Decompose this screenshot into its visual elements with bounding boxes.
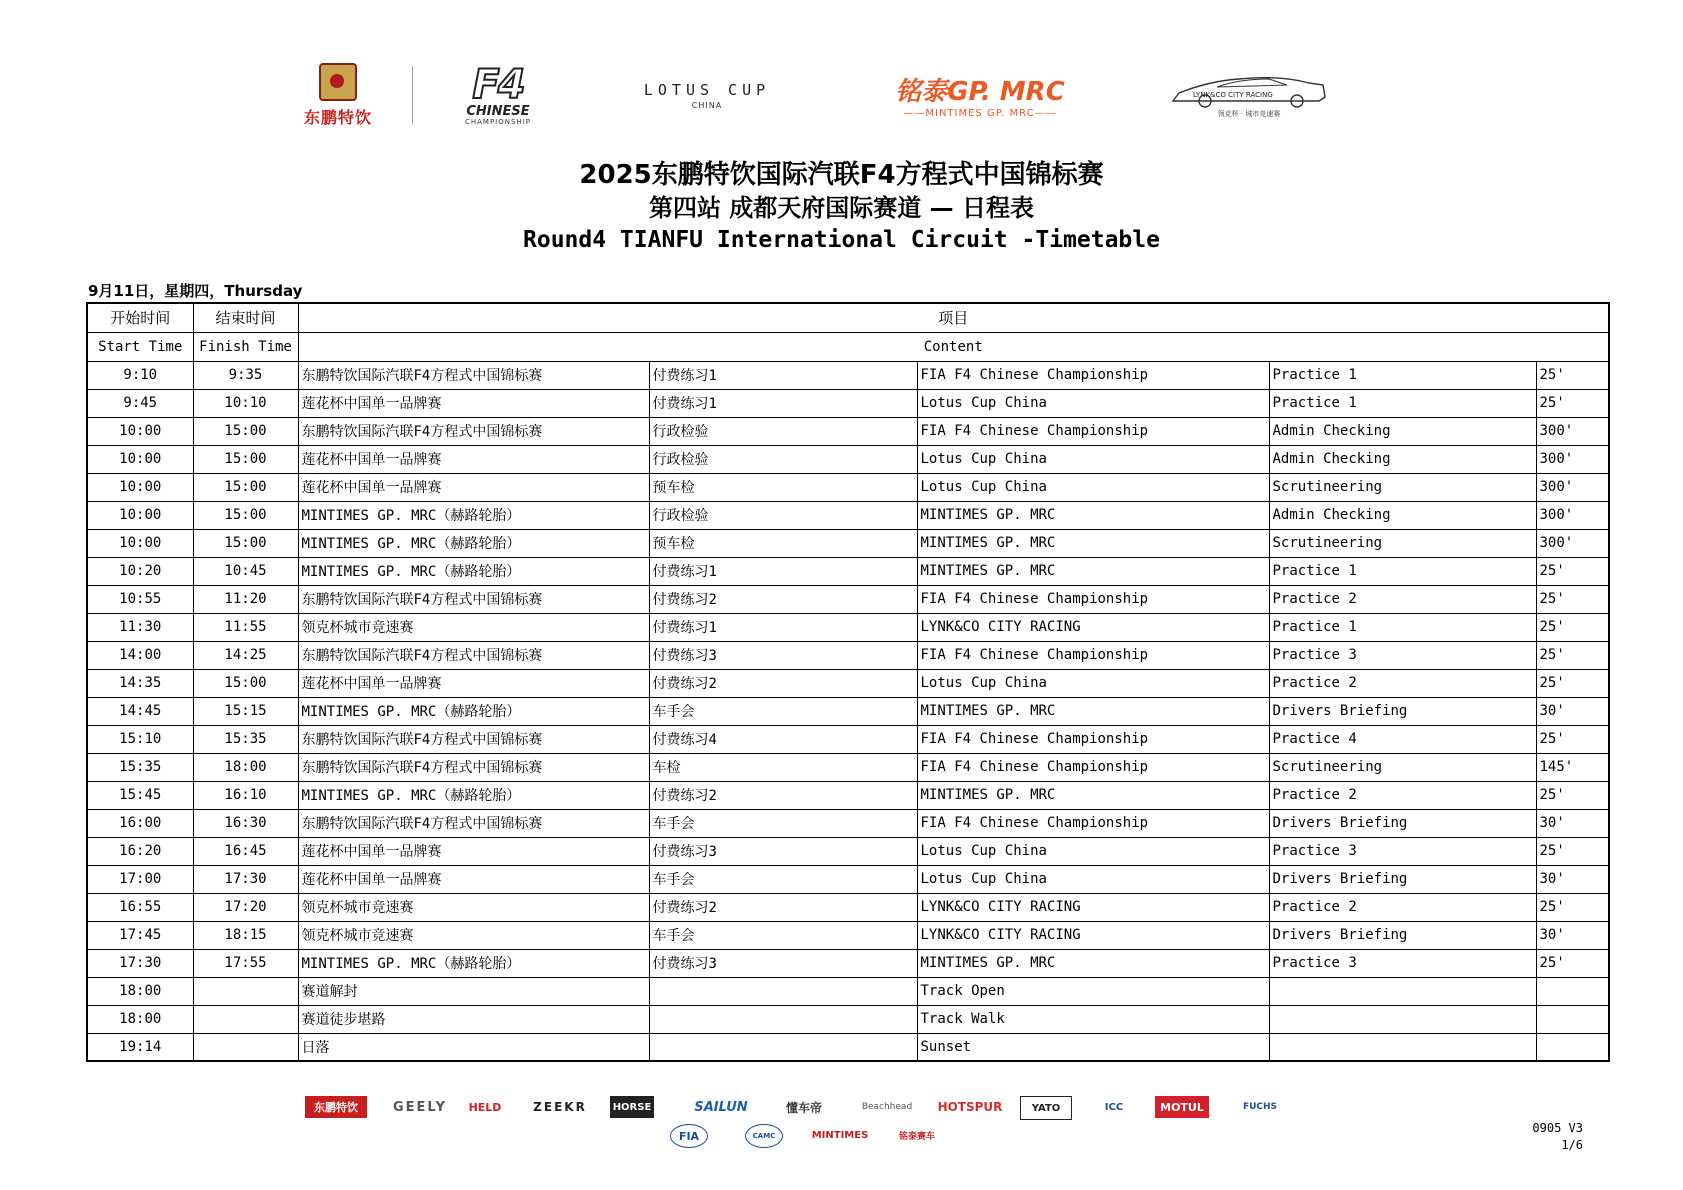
duration-cell: 25': [1536, 669, 1609, 697]
table-row: [87, 361, 1609, 389]
session-cn-cell: 付费练习2: [649, 585, 917, 613]
start-time-cell: 17:30: [87, 949, 193, 977]
start-time-cell: 14:45: [87, 697, 193, 725]
event-name-en-cell: MINTIMES GP. MRC: [917, 949, 1269, 977]
session-en-cell: [1269, 1033, 1536, 1061]
session-en-cell: Practice 2: [1269, 893, 1536, 921]
version-label: 0905 V3: [1532, 1121, 1583, 1135]
sponsor-logo: GEELY: [392, 1099, 448, 1115]
header-row-cn: [87, 303, 1609, 332]
event-name-cn-cell: 东鹏特饮国际汽联F4方程式中国锦标赛: [298, 361, 649, 389]
sponsor-logos-row-2: [0, 1124, 1683, 1148]
finish-time-cell: 15:00: [193, 669, 298, 697]
start-time-cell: 14:35: [87, 669, 193, 697]
session-cn-cell: 车手会: [649, 809, 917, 837]
mrc-sub: ——MINTIMES GP. MRC——: [903, 108, 1057, 119]
finish-time-cell: 10:10: [193, 389, 298, 417]
finish-time-cell: 15:00: [193, 501, 298, 529]
event-name-cn-cell: 赛道徒步堪路: [298, 1005, 649, 1033]
duration-cell: [1536, 977, 1609, 1005]
event-name-en-cell: FIA F4 Chinese Championship: [917, 753, 1269, 781]
f4-chinese-championship-logo: [438, 62, 558, 128]
header-logos: [0, 62, 1683, 128]
event-name-en-cell: LYNK&CO CITY RACING: [917, 613, 1269, 641]
event-name-en-cell: Lotus Cup China: [917, 669, 1269, 697]
sponsor-logo: MOTUL: [1155, 1096, 1209, 1118]
duration-cell: 25': [1536, 557, 1609, 585]
start-time-cell: 15:45: [87, 781, 193, 809]
duration-cell: 25': [1536, 641, 1609, 669]
finish-time-cell: 18:15: [193, 921, 298, 949]
session-en-cell: Scrutineering: [1269, 529, 1536, 557]
table-row: [87, 557, 1609, 585]
dongpeng-crest-icon: [319, 63, 357, 101]
table-row: [87, 473, 1609, 501]
session-cn-cell: 车手会: [649, 921, 917, 949]
session-en-cell: Practice 2: [1269, 781, 1536, 809]
event-name-cn-cell: 领克杯城市竞速赛: [298, 893, 649, 921]
finish-time-cell: 17:20: [193, 893, 298, 921]
start-time-cell: 10:00: [87, 501, 193, 529]
session-en-cell: Practice 1: [1269, 361, 1536, 389]
session-cn-cell: [649, 1005, 917, 1033]
sponsor-logo: FUCHS: [1242, 1102, 1278, 1112]
finish-time-cell: 15:00: [193, 529, 298, 557]
title-line-1: 2025东鹏特饮国际汽联F4方程式中国锦标赛: [579, 160, 1104, 190]
duration-cell: 25': [1536, 389, 1609, 417]
start-time-cell: 10:20: [87, 557, 193, 585]
session-cn-cell: 付费练习1: [649, 389, 917, 417]
event-name-cn-cell: 东鹏特饮国际汽联F4方程式中国锦标赛: [298, 417, 649, 445]
session-cn-cell: 付费练习2: [649, 781, 917, 809]
session-en-cell: Admin Checking: [1269, 417, 1536, 445]
event-name-en-cell: MINTIMES GP. MRC: [917, 697, 1269, 725]
start-time-cell: 10:00: [87, 417, 193, 445]
sponsor-logo: HELD: [468, 1100, 502, 1114]
finish-time-cell: 11:20: [193, 585, 298, 613]
finish-time-cell: [193, 977, 298, 1005]
header-row-en: [87, 332, 1609, 361]
duration-cell: 300': [1536, 529, 1609, 557]
session-cn-cell: 付费练习1: [649, 557, 917, 585]
header-start-cn: 开始时间: [87, 303, 193, 332]
session-cn-cell: 付费练习1: [649, 361, 917, 389]
start-time-cell: 11:30: [87, 613, 193, 641]
finish-time-cell: 15:00: [193, 417, 298, 445]
start-time-cell: 15:10: [87, 725, 193, 753]
sponsor-logo: ZEEKR: [533, 1100, 587, 1114]
sponsor-logo: 东鹏特饮: [305, 1096, 367, 1118]
finish-time-cell: 15:00: [193, 445, 298, 473]
f4-sub: CHINESE: [466, 103, 530, 119]
table-row: [87, 697, 1609, 725]
session-cn-cell: 付费练习2: [649, 669, 917, 697]
sponsor-logo: MINTIMES: [811, 1129, 869, 1141]
session-en-cell: Drivers Briefing: [1269, 921, 1536, 949]
finish-time-cell: [193, 1005, 298, 1033]
session-en-cell: Practice 3: [1269, 949, 1536, 977]
table-row: [87, 753, 1609, 781]
duration-cell: 300': [1536, 501, 1609, 529]
start-time-cell: 10:00: [87, 445, 193, 473]
title-line-3: Round4 TIANFU International Circuit -Timetable: [523, 227, 1160, 253]
sponsor-logo: ICC: [1104, 1101, 1124, 1113]
table-row: [87, 529, 1609, 557]
session-en-cell: Drivers Briefing: [1269, 809, 1536, 837]
event-name-en-cell: Lotus Cup China: [917, 389, 1269, 417]
finish-time-cell: 16:10: [193, 781, 298, 809]
event-name-cn-cell: MINTIMES GP. MRC（赫路轮胎）: [298, 781, 649, 809]
event-name-en-cell: Track Walk: [917, 1005, 1269, 1033]
session-en-cell: Admin Checking: [1269, 501, 1536, 529]
table-row: [87, 725, 1609, 753]
session-en-cell: Practice 1: [1269, 557, 1536, 585]
table-row: [87, 389, 1609, 417]
event-name-cn-cell: 日落: [298, 1033, 649, 1061]
start-time-cell: 9:10: [87, 361, 193, 389]
event-name-en-cell: Lotus Cup China: [917, 445, 1269, 473]
header-start-en: Start Time: [87, 332, 193, 361]
table-row: [87, 585, 1609, 613]
start-time-cell: 15:35: [87, 753, 193, 781]
event-name-cn-cell: 东鹏特饮国际汽联F4方程式中国锦标赛: [298, 641, 649, 669]
session-en-cell: Practice 1: [1269, 613, 1536, 641]
table-row: [87, 1033, 1609, 1061]
session-cn-cell: 付费练习4: [649, 725, 917, 753]
start-time-cell: 10:00: [87, 529, 193, 557]
session-en-cell: [1269, 1005, 1536, 1033]
duration-cell: 25': [1536, 613, 1609, 641]
finish-time-cell: 16:45: [193, 837, 298, 865]
sponsor-logo: 铭泰赛车: [898, 1131, 935, 1142]
session-cn-cell: 预车检: [649, 473, 917, 501]
event-name-cn-cell: 东鹏特饮国际汽联F4方程式中国锦标赛: [298, 753, 649, 781]
title-line-2: 第四站 成都天府国际赛道 — 日程表: [648, 194, 1035, 222]
dongpeng-logo: [298, 62, 378, 128]
sponsor-logo: FIA: [670, 1124, 708, 1148]
session-cn-cell: 行政检验: [649, 417, 917, 445]
event-name-en-cell: FIA F4 Chinese Championship: [917, 585, 1269, 613]
duration-cell: 300': [1536, 473, 1609, 501]
finish-time-cell: 17:30: [193, 865, 298, 893]
sponsor-logo: YATO: [1020, 1096, 1072, 1120]
f4-sub2: CHAMPIONSHIP: [464, 117, 531, 126]
finish-time-cell: 15:00: [193, 473, 298, 501]
duration-cell: 25': [1536, 781, 1609, 809]
table-row: [87, 949, 1609, 977]
timetable: [86, 302, 1610, 1062]
event-name-cn-cell: 东鹏特饮国际汽联F4方程式中国锦标赛: [298, 585, 649, 613]
event-name-en-cell: LYNK&CO CITY RACING: [917, 921, 1269, 949]
duration-cell: 25': [1536, 361, 1609, 389]
table-row: [87, 1005, 1609, 1033]
session-cn-cell: 预车检: [649, 529, 917, 557]
session-en-cell: Admin Checking: [1269, 445, 1536, 473]
table-row: [87, 501, 1609, 529]
table-row: [87, 837, 1609, 865]
duration-cell: 25': [1536, 585, 1609, 613]
start-time-cell: 17:00: [87, 865, 193, 893]
session-en-cell: Drivers Briefing: [1269, 865, 1536, 893]
sponsor-logos-row-1: [0, 1096, 1683, 1120]
header-content-cn: 项目: [298, 303, 1609, 332]
event-name-en-cell: FIA F4 Chinese Championship: [917, 809, 1269, 837]
session-cn-cell: 车检: [649, 753, 917, 781]
event-name-en-cell: MINTIMES GP. MRC: [917, 529, 1269, 557]
sponsor-logo: Beachhead: [861, 1102, 913, 1112]
lynk-mark: LYNK&CO CITY RACING: [1193, 91, 1273, 99]
event-name-cn-cell: 莲花杯中国单一品牌赛: [298, 837, 649, 865]
session-en-cell: Practice 3: [1269, 837, 1536, 865]
page-number: 1/6: [1561, 1138, 1583, 1152]
duration-cell: 30': [1536, 865, 1609, 893]
header-finish-cn: 结束时间: [193, 303, 298, 332]
duration-cell: 25': [1536, 893, 1609, 921]
header-finish-en: Finish Time: [193, 332, 298, 361]
session-en-cell: [1269, 977, 1536, 1005]
event-name-cn-cell: 东鹏特饮国际汽联F4方程式中国锦标赛: [298, 725, 649, 753]
start-time-cell: 18:00: [87, 1005, 193, 1033]
lotus-sub: CHINA: [691, 100, 723, 110]
start-time-cell: 19:14: [87, 1033, 193, 1061]
title-block: [0, 158, 1683, 256]
duration-cell: 30': [1536, 809, 1609, 837]
session-cn-cell: 车手会: [649, 697, 917, 725]
event-name-cn-cell: 莲花杯中国单一品牌赛: [298, 445, 649, 473]
event-name-en-cell: Track Open: [917, 977, 1269, 1005]
session-cn-cell: 付费练习3: [649, 641, 917, 669]
event-name-en-cell: Lotus Cup China: [917, 865, 1269, 893]
race-car-icon: [1169, 71, 1329, 111]
schedule-date: 9月11日，星期四，Thursday: [88, 282, 303, 300]
start-time-cell: 16:20: [87, 837, 193, 865]
finish-time-cell: 14:25: [193, 641, 298, 669]
event-name-cn-cell: MINTIMES GP. MRC（赫路轮胎）: [298, 501, 649, 529]
lynk-co-city-racing-logo: [1160, 62, 1338, 128]
table-row: [87, 613, 1609, 641]
event-name-en-cell: FIA F4 Chinese Championship: [917, 417, 1269, 445]
lotus-cup-logo: [612, 62, 802, 128]
event-name-cn-cell: 东鹏特饮国际汽联F4方程式中国锦标赛: [298, 809, 649, 837]
session-en-cell: Scrutineering: [1269, 753, 1536, 781]
event-name-en-cell: FIA F4 Chinese Championship: [917, 725, 1269, 753]
event-name-en-cell: FIA F4 Chinese Championship: [917, 641, 1269, 669]
start-time-cell: 16:55: [87, 893, 193, 921]
duration-cell: [1536, 1033, 1609, 1061]
session-en-cell: Practice 3: [1269, 641, 1536, 669]
duration-cell: 300': [1536, 417, 1609, 445]
session-cn-cell: 付费练习2: [649, 893, 917, 921]
header-content-en: Content: [298, 332, 1609, 361]
finish-time-cell: 10:45: [193, 557, 298, 585]
duration-cell: 25': [1536, 949, 1609, 977]
event-name-cn-cell: MINTIMES GP. MRC（赫路轮胎）: [298, 529, 649, 557]
event-name-cn-cell: 莲花杯中国单一品牌赛: [298, 865, 649, 893]
session-cn-cell: 付费练习1: [649, 613, 917, 641]
table-row: [87, 669, 1609, 697]
mrc-mark: 铭泰GP. MRC: [895, 77, 1065, 107]
mintimes-mrc-logo: [880, 62, 1080, 128]
event-name-en-cell: MINTIMES GP. MRC: [917, 557, 1269, 585]
session-cn-cell: [649, 1033, 917, 1061]
sponsor-logo: 懂车帝: [785, 1100, 822, 1115]
event-name-cn-cell: MINTIMES GP. MRC（赫路轮胎）: [298, 697, 649, 725]
logo-divider: [412, 66, 413, 124]
table-row: [87, 445, 1609, 473]
f4-mark: F4: [472, 61, 524, 108]
start-time-cell: 9:45: [87, 389, 193, 417]
session-cn-cell: [649, 977, 917, 1005]
finish-time-cell: 11:55: [193, 613, 298, 641]
start-time-cell: 10:00: [87, 473, 193, 501]
event-name-en-cell: FIA F4 Chinese Championship: [917, 361, 1269, 389]
sponsor-logo: HORSE: [610, 1096, 654, 1118]
table-row: [87, 641, 1609, 669]
footer: [1532, 1120, 1583, 1154]
session-en-cell: Drivers Briefing: [1269, 697, 1536, 725]
sponsor-logo: HOTSPUR: [937, 1100, 1003, 1114]
duration-cell: [1536, 1005, 1609, 1033]
start-time-cell: 16:00: [87, 809, 193, 837]
start-time-cell: 14:00: [87, 641, 193, 669]
table-row: [87, 921, 1609, 949]
duration-cell: 300': [1536, 445, 1609, 473]
lotus-mark: LOTUS CUP: [643, 80, 771, 99]
finish-time-cell: [193, 1033, 298, 1061]
table-row: [87, 417, 1609, 445]
dongpeng-name: 东鹏特饮: [303, 107, 372, 127]
session-cn-cell: 行政检验: [649, 445, 917, 473]
event-name-en-cell: Lotus Cup China: [917, 837, 1269, 865]
finish-time-cell: 18:00: [193, 753, 298, 781]
finish-time-cell: 15:35: [193, 725, 298, 753]
session-en-cell: Practice 1: [1269, 389, 1536, 417]
session-cn-cell: 付费练习3: [649, 837, 917, 865]
session-cn-cell: 付费练习3: [649, 949, 917, 977]
session-cn-cell: 车手会: [649, 865, 917, 893]
event-name-cn-cell: 莲花杯中国单一品牌赛: [298, 389, 649, 417]
table-row: [87, 893, 1609, 921]
duration-cell: 30': [1536, 921, 1609, 949]
event-name-en-cell: MINTIMES GP. MRC: [917, 501, 1269, 529]
lynk-sub: 领克杯 · 城市竞速赛: [1217, 110, 1281, 118]
event-name-en-cell: Sunset: [917, 1033, 1269, 1061]
event-name-cn-cell: 赛道解封: [298, 977, 649, 1005]
session-en-cell: Practice 2: [1269, 585, 1536, 613]
event-name-cn-cell: 莲花杯中国单一品牌赛: [298, 473, 649, 501]
table-row: [87, 977, 1609, 1005]
event-name-cn-cell: MINTIMES GP. MRC（赫路轮胎）: [298, 949, 649, 977]
session-cn-cell: 行政检验: [649, 501, 917, 529]
session-en-cell: Practice 2: [1269, 669, 1536, 697]
event-name-cn-cell: 领克杯城市竞速赛: [298, 921, 649, 949]
table-row: [87, 781, 1609, 809]
event-name-cn-cell: MINTIMES GP. MRC（赫路轮胎）: [298, 557, 649, 585]
duration-cell: 145': [1536, 753, 1609, 781]
table-row: [87, 865, 1609, 893]
finish-time-cell: 9:35: [193, 361, 298, 389]
sponsor-logo: CAMC: [745, 1124, 783, 1148]
duration-cell: 30': [1536, 697, 1609, 725]
event-name-cn-cell: 领克杯城市竞速赛: [298, 613, 649, 641]
event-name-en-cell: Lotus Cup China: [917, 473, 1269, 501]
event-name-en-cell: MINTIMES GP. MRC: [917, 781, 1269, 809]
start-time-cell: 10:55: [87, 585, 193, 613]
session-en-cell: Practice 4: [1269, 725, 1536, 753]
finish-time-cell: 16:30: [193, 809, 298, 837]
event-name-cn-cell: 莲花杯中国单一品牌赛: [298, 669, 649, 697]
start-time-cell: 18:00: [87, 977, 193, 1005]
finish-time-cell: 15:15: [193, 697, 298, 725]
table-row: [87, 809, 1609, 837]
event-name-en-cell: LYNK&CO CITY RACING: [917, 893, 1269, 921]
duration-cell: 25': [1536, 725, 1609, 753]
start-time-cell: 17:45: [87, 921, 193, 949]
sponsor-logo: SAILUN: [694, 1099, 748, 1115]
finish-time-cell: 17:55: [193, 949, 298, 977]
session-en-cell: Scrutineering: [1269, 473, 1536, 501]
duration-cell: 25': [1536, 837, 1609, 865]
